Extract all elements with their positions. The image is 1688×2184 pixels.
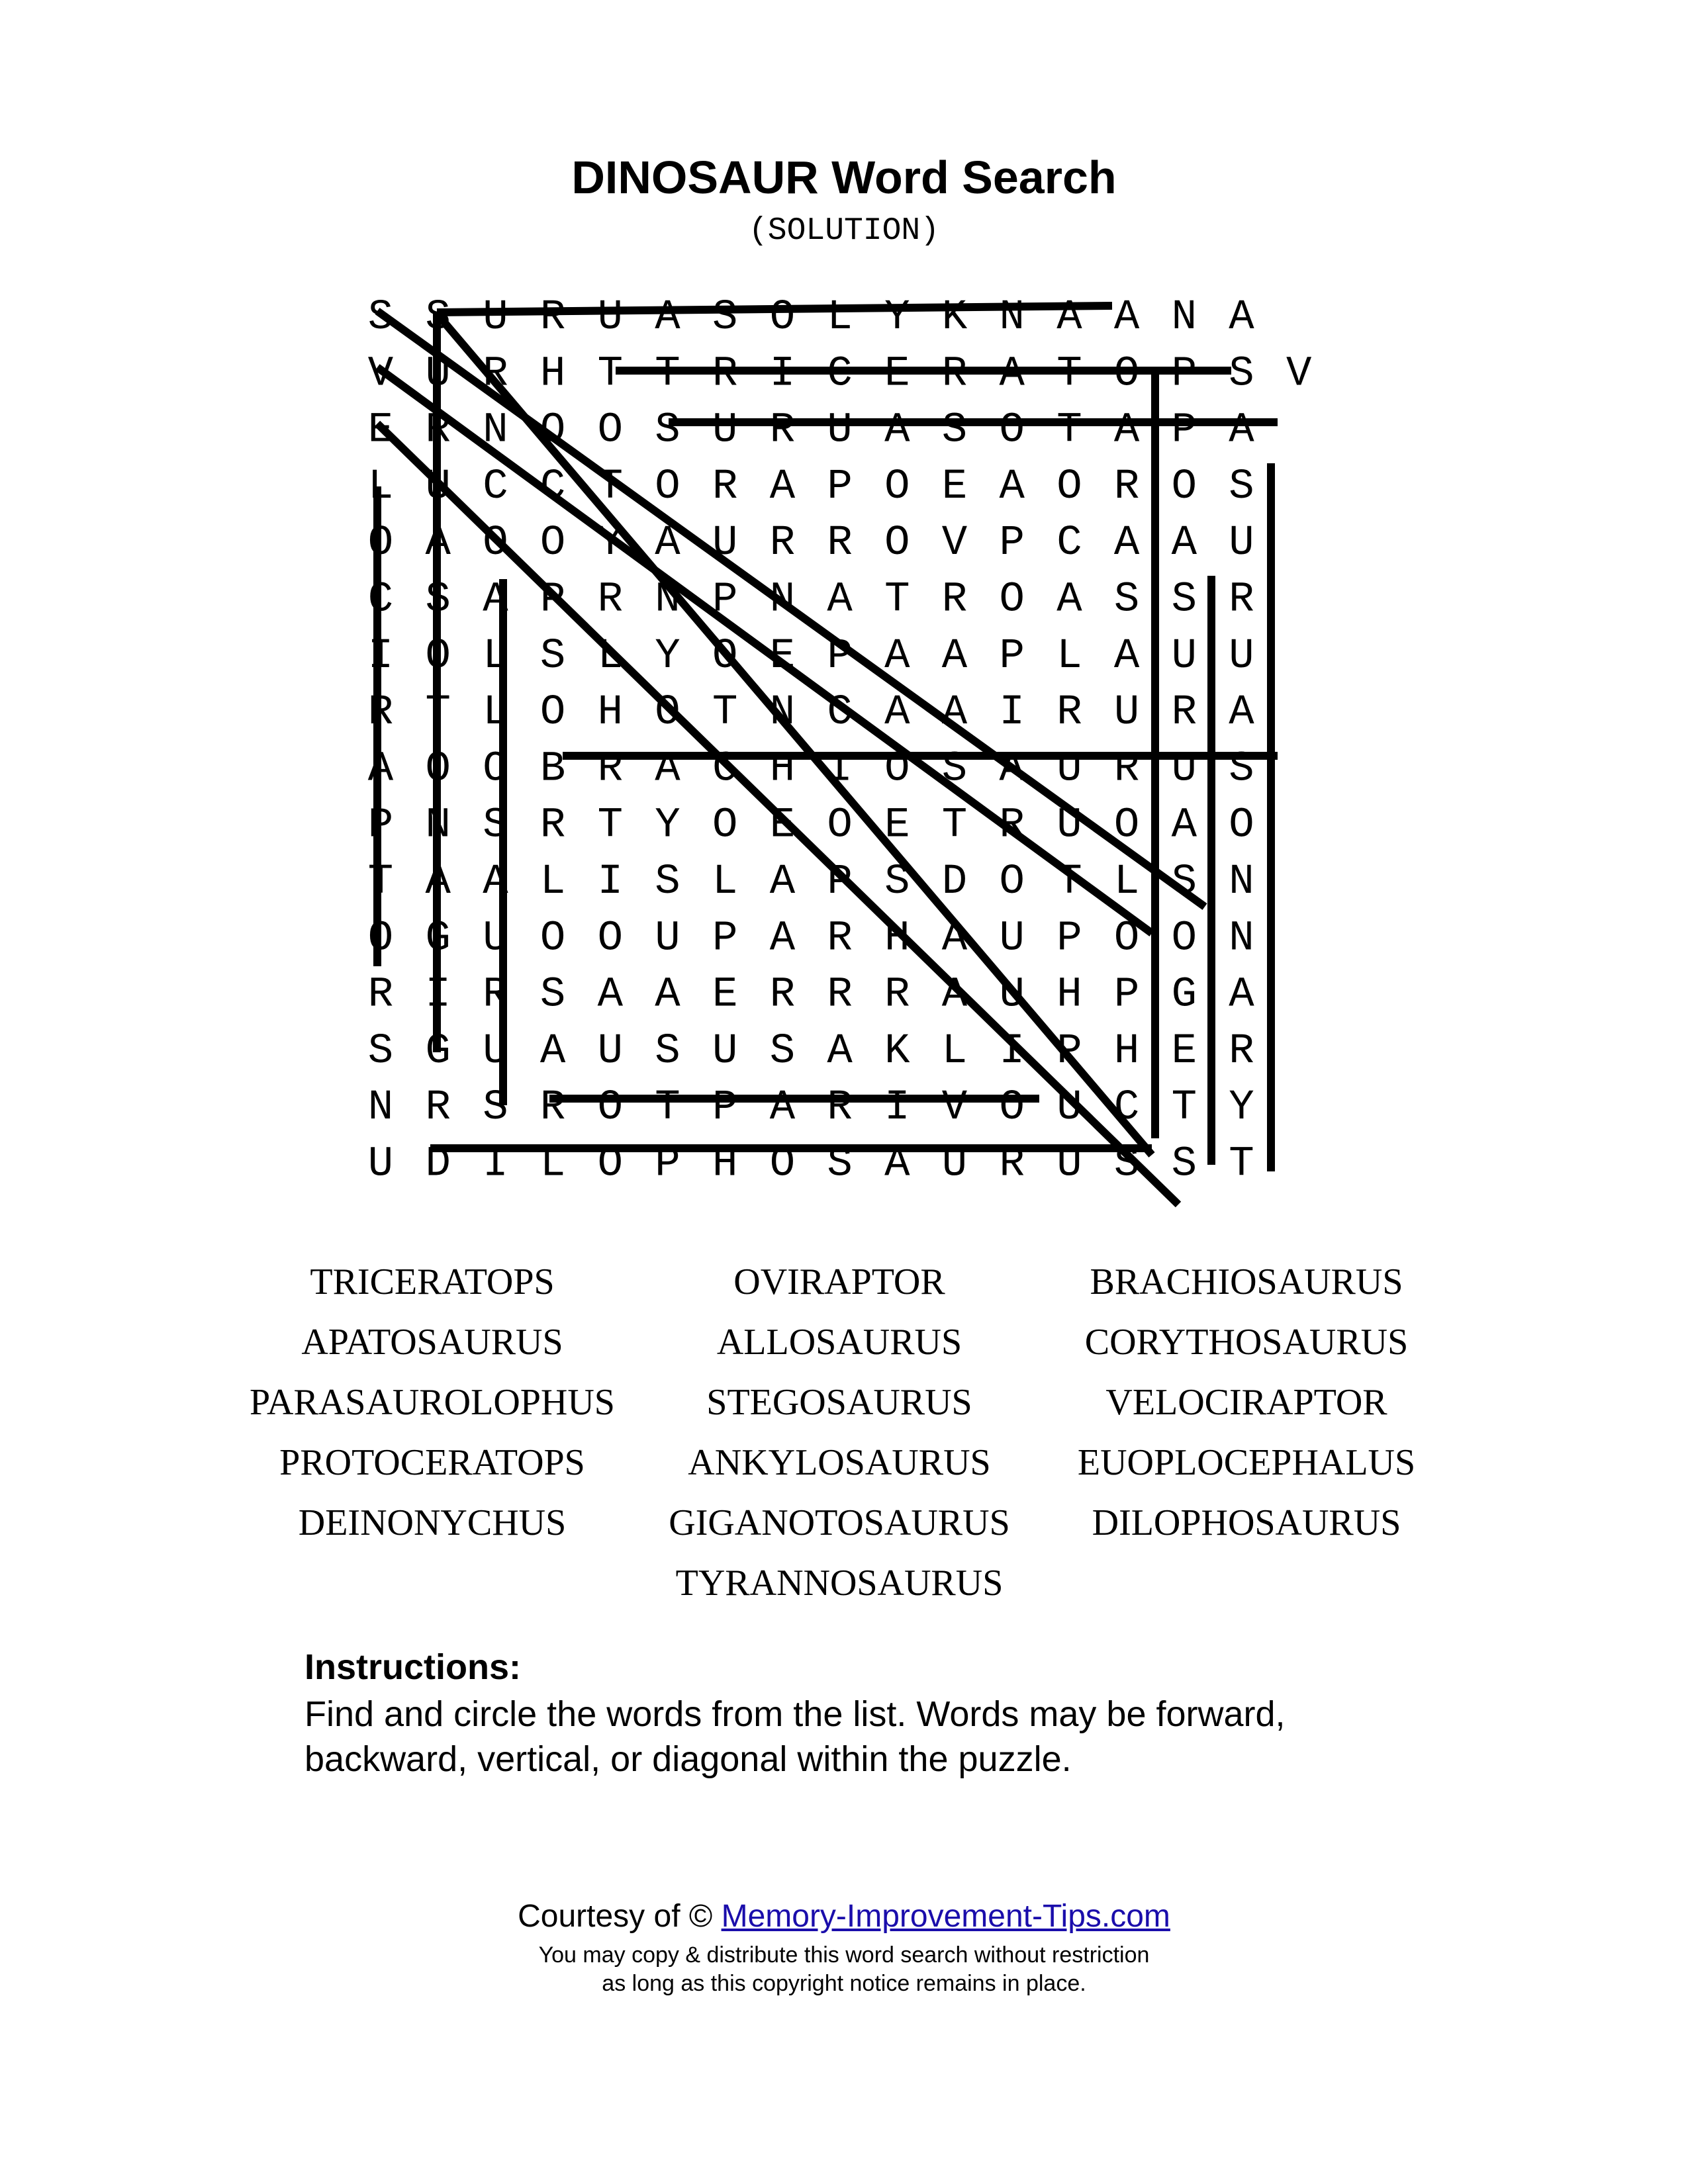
grid-letter: P xyxy=(712,576,738,624)
grid-letter: S xyxy=(655,1027,680,1075)
grid-letter: S xyxy=(483,801,508,850)
grid-letter: U xyxy=(827,406,853,455)
grid-letter: T xyxy=(597,350,624,398)
grid-letter: N xyxy=(655,576,680,624)
grid-letter: U xyxy=(1229,632,1254,680)
grid-letter: I xyxy=(597,858,624,906)
grid-letter: A xyxy=(941,915,968,963)
grid-letter: I xyxy=(999,689,1025,737)
grid-letter: A xyxy=(483,576,508,624)
grid-letter: K xyxy=(884,1027,910,1075)
grid-letter: R xyxy=(425,1084,451,1132)
grid-letter: L xyxy=(483,689,508,737)
grid-letter: U xyxy=(1171,632,1197,680)
grid-letter: O xyxy=(539,406,566,455)
word-list-item: APATOSAURUS xyxy=(301,1322,563,1363)
grid-letter: O xyxy=(999,406,1025,455)
grid-letter: O xyxy=(483,520,508,568)
grid-letter: L xyxy=(367,463,394,511)
grid-letter: P xyxy=(1056,1027,1082,1075)
word-list-item: EUOPLOCEPHALUS xyxy=(1077,1442,1416,1483)
grid-letter: R xyxy=(941,576,968,624)
grid-letter: A xyxy=(999,350,1025,398)
grid-letter: R xyxy=(539,801,566,850)
grid-letter: U xyxy=(655,915,680,963)
grid-letter: C xyxy=(539,463,566,511)
grid-letter: A xyxy=(884,689,910,737)
grid-letter: R xyxy=(827,520,853,568)
grid-letter: C xyxy=(367,576,394,624)
grid-letter: Y xyxy=(597,520,624,568)
grid-letter: O xyxy=(999,1084,1025,1132)
grid-letter: E xyxy=(884,801,910,850)
grid-letter: A xyxy=(999,745,1025,794)
grid-letter: A xyxy=(769,858,796,906)
grid-letter: T xyxy=(655,350,680,398)
grid-letter: P xyxy=(712,1084,738,1132)
grid-letter: T xyxy=(1056,858,1082,906)
grid-letter: U xyxy=(483,915,508,963)
grid-letter: C xyxy=(1113,1084,1140,1132)
grid-letter: E xyxy=(1171,1027,1197,1075)
grid-letter: L xyxy=(539,858,566,906)
grid-letter: R xyxy=(1229,576,1254,624)
grid-letter: S xyxy=(1229,745,1254,794)
grid-letter: L xyxy=(483,632,508,680)
grid-letter: O xyxy=(827,801,853,850)
grid-letter: O xyxy=(1113,350,1140,398)
grid-letter: U xyxy=(999,915,1025,963)
grid-letter: U xyxy=(1113,689,1140,737)
grid-letter: A xyxy=(769,915,796,963)
grid-letter: A xyxy=(483,858,508,906)
grid-letter: N xyxy=(483,406,508,455)
grid-letter: R xyxy=(884,971,910,1019)
instructions-heading: Instructions: xyxy=(305,1647,522,1687)
grid-letter: E xyxy=(769,632,796,680)
grid-letter: C xyxy=(712,745,738,794)
grid-letter: H xyxy=(1113,1027,1140,1075)
grid-letter: A xyxy=(1056,294,1082,341)
grid-letter: A xyxy=(884,406,910,455)
grid-letter: U xyxy=(1229,520,1254,568)
grid-letter: L xyxy=(1056,632,1082,680)
grid-letter: R xyxy=(712,463,738,511)
grid-letter: R xyxy=(1113,745,1140,794)
grid-letter: V xyxy=(941,1084,968,1132)
grid-letter: I xyxy=(884,1084,910,1132)
grid-letter: T xyxy=(597,801,624,850)
grid-letter: U xyxy=(597,1027,624,1075)
grid-letter: G xyxy=(425,915,451,963)
grid-letter: A xyxy=(367,745,394,794)
copyright-notice: You may copy & distribute this word search without restriction xyxy=(538,1942,1150,1968)
grid-letter: R xyxy=(1229,1027,1254,1075)
grid-letter: C xyxy=(827,689,853,737)
grid-letter: A xyxy=(827,1027,853,1075)
grid-letter: V xyxy=(1286,350,1312,398)
grid-letter: S xyxy=(655,858,680,906)
grid-letter: N xyxy=(367,1084,394,1132)
grid-letter: U xyxy=(1056,745,1082,794)
grid-letter: R xyxy=(941,350,968,398)
grid-letter: S xyxy=(367,1027,394,1075)
grid-letter: O xyxy=(884,745,910,794)
grid-letter: C xyxy=(483,463,508,511)
grid-letter: H xyxy=(539,350,566,398)
grid-letter: P xyxy=(655,1140,680,1189)
grid-letter: S xyxy=(712,294,738,341)
grid-letter: N xyxy=(1229,915,1254,963)
grid-letter: S xyxy=(1171,576,1197,624)
grid-letter: O xyxy=(1113,801,1140,850)
grid-letter: C xyxy=(1056,520,1082,568)
grid-letter: S xyxy=(827,1140,853,1189)
grid-letter: R xyxy=(1171,689,1197,737)
grid-letter: L xyxy=(597,632,624,680)
grid-letter: T xyxy=(712,689,738,737)
page-title: DINOSAUR Word Search xyxy=(571,152,1117,203)
grid-letter: D xyxy=(425,1140,451,1189)
grid-letter: L xyxy=(1113,858,1140,906)
grid-letter: T xyxy=(1171,1084,1197,1132)
grid-letter: O xyxy=(655,463,680,511)
grid-letter: P xyxy=(827,632,853,680)
grid-letter: R xyxy=(539,1084,566,1132)
grid-letter: S xyxy=(539,632,566,680)
grid-letter: O xyxy=(597,1084,624,1132)
word-list-item: TYRANNOSAURUS xyxy=(675,1563,1004,1604)
grid-letter: Y xyxy=(655,632,680,680)
grid-letter: A xyxy=(1113,632,1140,680)
word-list-item: TRICERATOPS xyxy=(310,1261,555,1302)
grid-letter: L xyxy=(827,294,853,341)
word-list-item: OVIRAPTOR xyxy=(733,1261,945,1302)
grid-letter: O xyxy=(1113,915,1140,963)
grid-letter: A xyxy=(941,971,968,1019)
grid-letter: Y xyxy=(1229,1084,1254,1132)
grid-letter: A xyxy=(655,294,680,341)
grid-letter: S xyxy=(1229,350,1254,398)
grid-letter: N xyxy=(1171,294,1197,341)
grid-letter: S xyxy=(1171,858,1197,906)
grid-letter: A xyxy=(941,632,968,680)
grid-letter: O xyxy=(597,915,624,963)
grid-letter: H xyxy=(597,689,624,737)
grid-letter: T xyxy=(1056,406,1082,455)
grid-letter: S xyxy=(425,294,451,341)
grid-letter: H xyxy=(769,745,796,794)
grid-letter: E xyxy=(367,406,394,455)
grid-letter: S xyxy=(769,1027,796,1075)
grid-letter: L xyxy=(539,1140,566,1189)
grid-letter: U xyxy=(425,350,451,398)
grid-letter: O xyxy=(769,294,796,341)
grid-letter: O xyxy=(1229,801,1254,850)
grid-letter: A xyxy=(655,971,680,1019)
grid-letter: P xyxy=(827,858,853,906)
grid-letter: S xyxy=(884,858,910,906)
grid-letter: O xyxy=(539,520,566,568)
grid-letter: A xyxy=(884,1140,910,1189)
grid-letter: A xyxy=(655,745,680,794)
grid-letter: O xyxy=(539,915,566,963)
grid-letter: A xyxy=(827,576,853,624)
grid-letter: E xyxy=(941,463,968,511)
grid-letter: S xyxy=(941,745,968,794)
grid-letter: S xyxy=(539,971,566,1019)
grid-letter: H xyxy=(884,915,910,963)
grid-letter: H xyxy=(1056,971,1082,1019)
copyright-notice: as long as this copyright notice remains in place. xyxy=(602,1971,1086,1996)
grid-letter: P xyxy=(999,632,1025,680)
grid-letter: A xyxy=(1229,294,1254,341)
grid-letter: O xyxy=(1171,463,1197,511)
grid-letter: E xyxy=(712,971,738,1019)
grid-letter: A xyxy=(1229,406,1254,455)
grid-letter: A xyxy=(1229,971,1254,1019)
grid-letter: G xyxy=(1171,971,1197,1019)
grid-letter: U xyxy=(712,1027,738,1075)
grid-letter: P xyxy=(367,801,394,850)
grid-letter: O xyxy=(884,463,910,511)
site-link[interactable]: Memory-Improvement-Tips.com xyxy=(721,1899,1170,1934)
grid-letter: U xyxy=(425,463,451,511)
grid-letter: P xyxy=(999,520,1025,568)
grid-letter: S xyxy=(1171,1140,1197,1189)
grid-letter: O xyxy=(539,689,566,737)
grid-letter: I xyxy=(483,1140,508,1189)
page-subtitle: (SOLUTION) xyxy=(748,213,940,249)
grid-letter: N xyxy=(999,294,1025,341)
grid-letter: A xyxy=(884,632,910,680)
grid-letter: R xyxy=(769,406,796,455)
grid-letter: O xyxy=(1171,915,1197,963)
grid-letter: U xyxy=(712,520,738,568)
grid-letter: R xyxy=(769,520,796,568)
grid-letter: U xyxy=(483,294,508,341)
grid-letter: O xyxy=(597,406,624,455)
grid-letter: O xyxy=(425,632,451,680)
grid-letter: O xyxy=(425,745,451,794)
grid-letter: U xyxy=(597,294,624,341)
grid-letters xyxy=(368,294,1312,1189)
grid-letter: R xyxy=(1056,689,1082,737)
grid-letter: A xyxy=(1113,406,1140,455)
grid-letter: A xyxy=(1113,520,1140,568)
word-list-item: PROTOCERATOPS xyxy=(279,1442,585,1483)
grid-letter: U xyxy=(1056,1140,1082,1189)
grid-letter: L xyxy=(712,858,738,906)
grid-letter: A xyxy=(999,463,1025,511)
grid-letter: N xyxy=(769,689,796,737)
grid-letter: U xyxy=(1056,801,1082,850)
grid-letter: N xyxy=(425,801,451,850)
grid-letter: O xyxy=(597,1140,624,1189)
grid-letter: A xyxy=(1171,801,1197,850)
grid-letter: U xyxy=(483,1027,508,1075)
grid-letter: S xyxy=(1229,463,1254,511)
grid-letter: S xyxy=(367,294,394,341)
grid-letter: I xyxy=(827,745,853,794)
grid-letter: A xyxy=(1113,294,1140,341)
instructions-line: backward, vertical, or diagonal within the puzzle. xyxy=(305,1739,1072,1779)
word-list-item: ANKYLOSAURUS xyxy=(688,1442,991,1483)
grid-letter: S xyxy=(425,576,451,624)
grid-letter: A xyxy=(1171,520,1197,568)
grid-letter: O xyxy=(367,915,394,963)
word-list-item: BRACHIOSAURUS xyxy=(1090,1261,1403,1302)
grid-letter: S xyxy=(1113,1140,1140,1189)
grid-letter: T xyxy=(1056,350,1082,398)
grid-letter: A xyxy=(769,1084,796,1132)
grid-letter: R xyxy=(712,350,738,398)
grid-letter: A xyxy=(425,520,451,568)
grid-letter: O xyxy=(1056,463,1082,511)
grid-letter: A xyxy=(597,971,624,1019)
grid-letter: A xyxy=(1229,689,1254,737)
grid-letter: S xyxy=(483,1084,508,1132)
grid-letter: R xyxy=(827,971,853,1019)
word-list-item: STEGOSAURUS xyxy=(706,1382,972,1423)
grid-letter: T xyxy=(1229,1140,1254,1189)
word-list-item: PARASAUROLOPHUS xyxy=(250,1382,615,1423)
courtesy-line xyxy=(0,1898,1688,1934)
word-list-item: VELOCIRAPTOR xyxy=(1105,1382,1387,1423)
grid-letter: P xyxy=(1113,971,1140,1019)
grid-letter: R xyxy=(999,1140,1025,1189)
grid-letter: R xyxy=(769,971,796,1019)
grid-letter: D xyxy=(941,858,968,906)
grid-letter: T xyxy=(367,858,394,906)
grid-letter: A xyxy=(425,858,451,906)
grid-letter: R xyxy=(483,971,508,1019)
grid-letter: A xyxy=(769,463,796,511)
grid-letter: R xyxy=(367,971,394,1019)
grid-letter: R xyxy=(425,406,451,455)
grid-letter: A xyxy=(539,1027,566,1075)
grid-letter: I xyxy=(367,632,394,680)
grid-letter: R xyxy=(367,689,394,737)
grid-letter: S xyxy=(1113,576,1140,624)
grid-letter: T xyxy=(655,1084,680,1132)
grid-letter: N xyxy=(769,576,796,624)
grid-letter: T xyxy=(425,689,451,737)
grid-letter: B xyxy=(539,745,566,794)
grid-letter: U xyxy=(1056,1084,1082,1132)
grid-letter: L xyxy=(941,1027,968,1075)
grid-letter: O xyxy=(367,520,394,568)
grid-letter: R xyxy=(597,576,624,624)
grid-letter: G xyxy=(425,1027,451,1075)
grid-letter: V xyxy=(941,520,968,568)
grid-letter: A xyxy=(941,689,968,737)
grid-letter: H xyxy=(712,1140,738,1189)
grid-letter: R xyxy=(999,801,1025,850)
grid-letter: O xyxy=(999,858,1025,906)
word-list-item: DILOPHOSAURUS xyxy=(1092,1502,1401,1543)
grid-letter: T xyxy=(597,463,624,511)
grid-letter: P xyxy=(539,576,566,624)
grid-letter: O xyxy=(712,801,738,850)
grid-letter: P xyxy=(1171,350,1197,398)
grid-letter: U xyxy=(941,1140,968,1189)
grid-letter: K xyxy=(941,294,968,341)
grid-letter: U xyxy=(712,406,738,455)
grid-letter: C xyxy=(827,350,853,398)
grid-letter: I xyxy=(769,350,796,398)
grid-letter: O xyxy=(884,520,910,568)
instructions-line: Find and circle the words from the list. Words may be forward, xyxy=(305,1694,1286,1734)
grid-letter: O xyxy=(769,1140,796,1189)
grid-letter: R xyxy=(539,294,566,341)
grid-letter: O xyxy=(712,632,738,680)
grid-letter: P xyxy=(1171,406,1197,455)
grid-letter: S xyxy=(941,406,968,455)
grid-letter: O xyxy=(483,745,508,794)
grid-letter: A xyxy=(1056,576,1082,624)
grid-letter: S xyxy=(655,406,680,455)
word-list-item: CORYTHOSAURUS xyxy=(1084,1322,1409,1363)
grid-letter: R xyxy=(827,1084,853,1132)
grid-letter: R xyxy=(483,350,508,398)
grid-letter: I xyxy=(999,1027,1025,1075)
grid-letter: A xyxy=(655,520,680,568)
grid-letter: T xyxy=(884,576,910,624)
instructions-text xyxy=(305,1692,1430,1782)
grid-letter: P xyxy=(827,463,853,511)
grid-letter: N xyxy=(1229,858,1254,906)
grid-letter: P xyxy=(1056,915,1082,963)
grid-letter: O xyxy=(999,576,1025,624)
courtesy-prefix: Courtesy of © xyxy=(518,1899,713,1934)
grid-letter: I xyxy=(425,971,451,1019)
grid-letter: T xyxy=(941,801,968,850)
grid-letter: R xyxy=(1113,463,1140,511)
grid-letter: Y xyxy=(655,801,680,850)
word-list-item: ALLOSAURUS xyxy=(716,1322,962,1363)
grid-letter: U xyxy=(1171,745,1197,794)
grid-letter: E xyxy=(769,801,796,850)
grid-letter: V xyxy=(367,350,394,398)
grid-letter: O xyxy=(655,689,680,737)
grid-letter: U xyxy=(999,971,1025,1019)
word-list-item: GIGANOTOSAURUS xyxy=(669,1502,1010,1543)
grid-letter: E xyxy=(884,350,910,398)
grid-letter: P xyxy=(712,915,738,963)
word-list-item: DEINONYCHUS xyxy=(298,1502,567,1543)
grid-letter: R xyxy=(827,915,853,963)
grid-letter: R xyxy=(597,745,624,794)
grid-letter: U xyxy=(367,1140,394,1189)
grid-letter: Y xyxy=(884,294,910,341)
